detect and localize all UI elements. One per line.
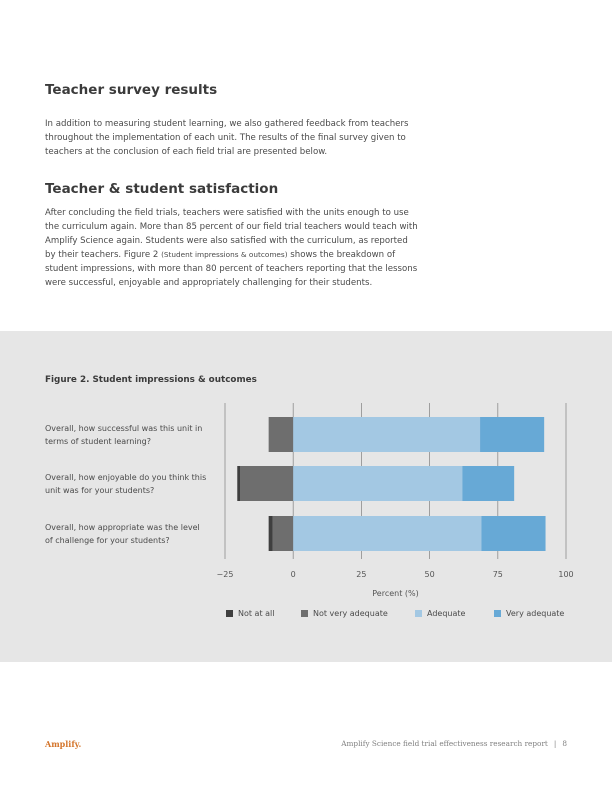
x-tick-label: 75 bbox=[492, 570, 503, 579]
x-tick-label: 50 bbox=[424, 570, 435, 579]
footer-text bbox=[341, 739, 567, 748]
satisfaction-paragraph bbox=[45, 206, 445, 290]
bar-segment-very-adequate bbox=[462, 466, 514, 501]
legend-item bbox=[301, 609, 388, 618]
bar-segment-not-very-adequate bbox=[273, 516, 293, 551]
satisfaction-line-end: shows the breakdown of bbox=[287, 250, 396, 260]
question-line: Overall, how successful was this unit in bbox=[45, 424, 203, 433]
satisfaction-line: the curriculum again. More than 85 percent of our field trial teachers would teach with bbox=[45, 222, 418, 232]
legend-label: Not at all bbox=[238, 609, 275, 618]
legend-swatch bbox=[494, 610, 501, 617]
x-tick-label: −25 bbox=[216, 570, 234, 579]
bar-segment-not-at-all bbox=[269, 516, 273, 551]
legend-label: Very adequate bbox=[506, 609, 565, 618]
legend-label: Not very adequate bbox=[313, 609, 388, 618]
bar-segment-very-adequate bbox=[481, 516, 545, 551]
x-tick-label: 0 bbox=[290, 570, 296, 579]
x-tick-label: 25 bbox=[356, 570, 367, 579]
satisfaction-line-start: by their teachers. Figure 2 bbox=[45, 250, 162, 260]
page-number: 8 bbox=[562, 739, 567, 748]
question-line: unit was for your students? bbox=[45, 486, 155, 495]
bar-segment-adequate bbox=[293, 516, 481, 551]
satisfaction-line bbox=[45, 248, 445, 262]
figure-panel bbox=[0, 331, 612, 662]
satisfaction-line: student impressions, with more than 80 percent of teachers reporting that the lessons bbox=[45, 264, 418, 274]
legend-swatch bbox=[415, 610, 422, 617]
legend-item bbox=[494, 609, 564, 618]
satisfaction-line: After concluding the field trials, teachers were satisfied with the units enough to use bbox=[45, 208, 409, 218]
x-tick-label: 100 bbox=[558, 570, 574, 579]
amplify-logo: Amplify. bbox=[45, 739, 82, 749]
chart-legend bbox=[0, 609, 612, 623]
survey-line: teachers at the conclusion of each field trial are presented below. bbox=[45, 147, 328, 157]
legend-item bbox=[415, 609, 465, 618]
satisfaction-line: Amplify Science again. Students were also satisfied with the curriculum, as reported bbox=[45, 236, 408, 246]
survey-line: In addition to measuring student learning, we also gathered feedback from teachers bbox=[45, 119, 409, 129]
legend-swatch bbox=[226, 610, 233, 617]
bar-segment-not-at-all bbox=[237, 466, 240, 501]
question-line: of challenge for your students? bbox=[45, 536, 170, 545]
bar-segment-very-adequate bbox=[480, 417, 544, 452]
bar-segment-adequate bbox=[293, 466, 462, 501]
legend-item bbox=[226, 609, 275, 618]
question-line: Overall, how enjoyable do you think this bbox=[45, 473, 207, 482]
footer-separator: | bbox=[553, 739, 557, 748]
survey-paragraph bbox=[45, 117, 445, 159]
bar-segment-not-very-adequate bbox=[269, 417, 294, 452]
legend-label: Adequate bbox=[427, 609, 466, 618]
survey-line: throughout the implementation of each unit. The results of the final survey given to bbox=[45, 133, 406, 143]
question-line: terms of student learning? bbox=[45, 437, 151, 446]
satisfaction-heading: Teacher & student satisfaction bbox=[45, 181, 279, 197]
question-line: Overall, how appropriate was the level bbox=[45, 523, 200, 532]
bar-segment-not-very-adequate bbox=[240, 466, 293, 501]
legend-swatch bbox=[301, 610, 308, 617]
figure-reference: (Student impressions & outcomes) bbox=[161, 250, 288, 259]
survey-heading: Teacher survey results bbox=[45, 82, 218, 98]
x-axis-title: Percent (%) bbox=[372, 589, 419, 598]
figure-title: Figure 2. Student impressions & outcomes bbox=[45, 375, 257, 385]
report-title: Amplify Science field trial effectiveness research report bbox=[341, 739, 548, 748]
satisfaction-line: were successful, enjoyable and appropriately challenging for their students. bbox=[45, 278, 373, 288]
bar-segment-adequate bbox=[293, 417, 480, 452]
